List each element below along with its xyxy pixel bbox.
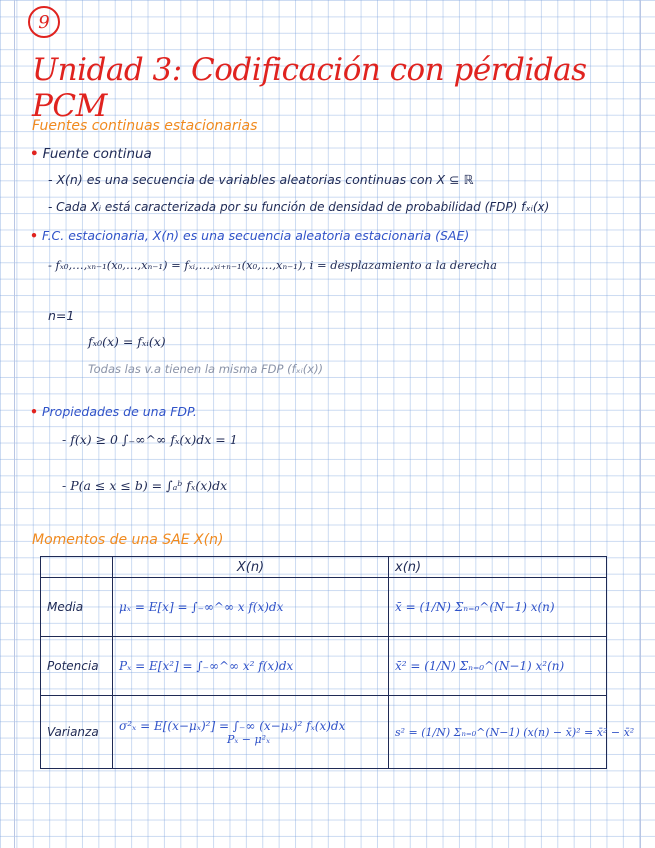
page-title: Unidad 3: Codificación con pérdidas PCM [32, 52, 587, 124]
section-heading-sources: Fuentes continuas estacionarias [32, 118, 258, 134]
definition-line-2: - Cada Xᵢ está caracterizada por su función de densidad de probabilidad (FDP) fₓᵢ(x) [48, 200, 550, 214]
discrete-formula: x̄ = (1/N) Σₙ₌₀^(N−1) x(n) [389, 578, 607, 637]
definition-line-1: - X(n) es una secuencia de variables aleatorias continuas con X ⊆ ℝ [48, 172, 474, 187]
bullet-stationary-source [30, 228, 469, 243]
continuous-formula: Pₓ = E[x²] = ∫₋∞^∞ x² f(x)dx [113, 637, 389, 696]
continuous-formula-cell [113, 696, 389, 769]
continuous-formula-simplified: Pₓ − μ²ₓ [227, 732, 270, 746]
table-header-row [41, 557, 607, 578]
discrete-formula: x̄² = (1/N) Σₙ₌₀^(N−1) x²(n) [389, 637, 607, 696]
table-row [41, 637, 607, 696]
row-label: Media [41, 578, 113, 637]
bullet-dot: • [30, 146, 39, 162]
single-fdp-formula: fₓ₀(x) = fₓᵢ(x) [88, 334, 166, 349]
bullet-dot: • [30, 228, 38, 243]
same-fdp-note: Todas las v.a tienen la misma FDP (fₓᵢ(x)) [88, 362, 324, 376]
table-row [41, 578, 607, 637]
bullet-dot: • [30, 404, 38, 419]
table-row [41, 696, 607, 769]
page-number: 9 [28, 6, 60, 38]
left-margin-line [14, 0, 15, 848]
bullet-label: F.C. estacionaria, X(n) es una secuencia aleatoria estacionaria (SAE) [42, 228, 470, 243]
stationarity-formula: - fₓ₀,…,ₓₙ₋₁(x₀,…,xₙ₋₁) = fₓᵢ,…,ₓᵢ₊ₙ₋₁(x₀,…,xₙ₋₁), i = desplazamiento a la derecha [48, 258, 498, 272]
property-2: - P(a ≤ x ≤ b) = ∫ₐᵇ fₓ(x)dx [62, 478, 228, 493]
moments-table [40, 556, 635, 769]
continuous-formula: σ²ₓ = E[(x−μₓ)²] = ∫₋∞ (x−μₓ)² fₓ(x)dx [119, 718, 346, 733]
table-header-cell: x(n) [389, 557, 607, 578]
row-label: Potencia [41, 637, 113, 696]
bullet-continuous-source [30, 146, 152, 162]
bullet-fdp-properties [30, 404, 197, 419]
bullet-label: Fuente continua [42, 146, 152, 162]
row-label: Varianza [41, 696, 113, 769]
discrete-formula: s² = (1/N) Σₙ₌₀^(N−1) (x(n) − x̄)² = x̄² − x̄² [389, 696, 607, 769]
property-1: - f(x) ≥ 0 ∫₋∞^∞ fₓ(x)dx = 1 [62, 432, 238, 447]
table-header-cell [41, 557, 113, 578]
table-header-cell: X(n) [113, 557, 389, 578]
section-heading-moments: Momentos de una SAE X(n) [32, 532, 224, 548]
n-equals-label: n=1 [48, 308, 75, 323]
bullet-label: Propiedades de una FDP. [42, 404, 197, 419]
right-margin-line [640, 0, 641, 848]
continuous-formula: μₓ = E[x] = ∫₋∞^∞ x f(x)dx [113, 578, 389, 637]
